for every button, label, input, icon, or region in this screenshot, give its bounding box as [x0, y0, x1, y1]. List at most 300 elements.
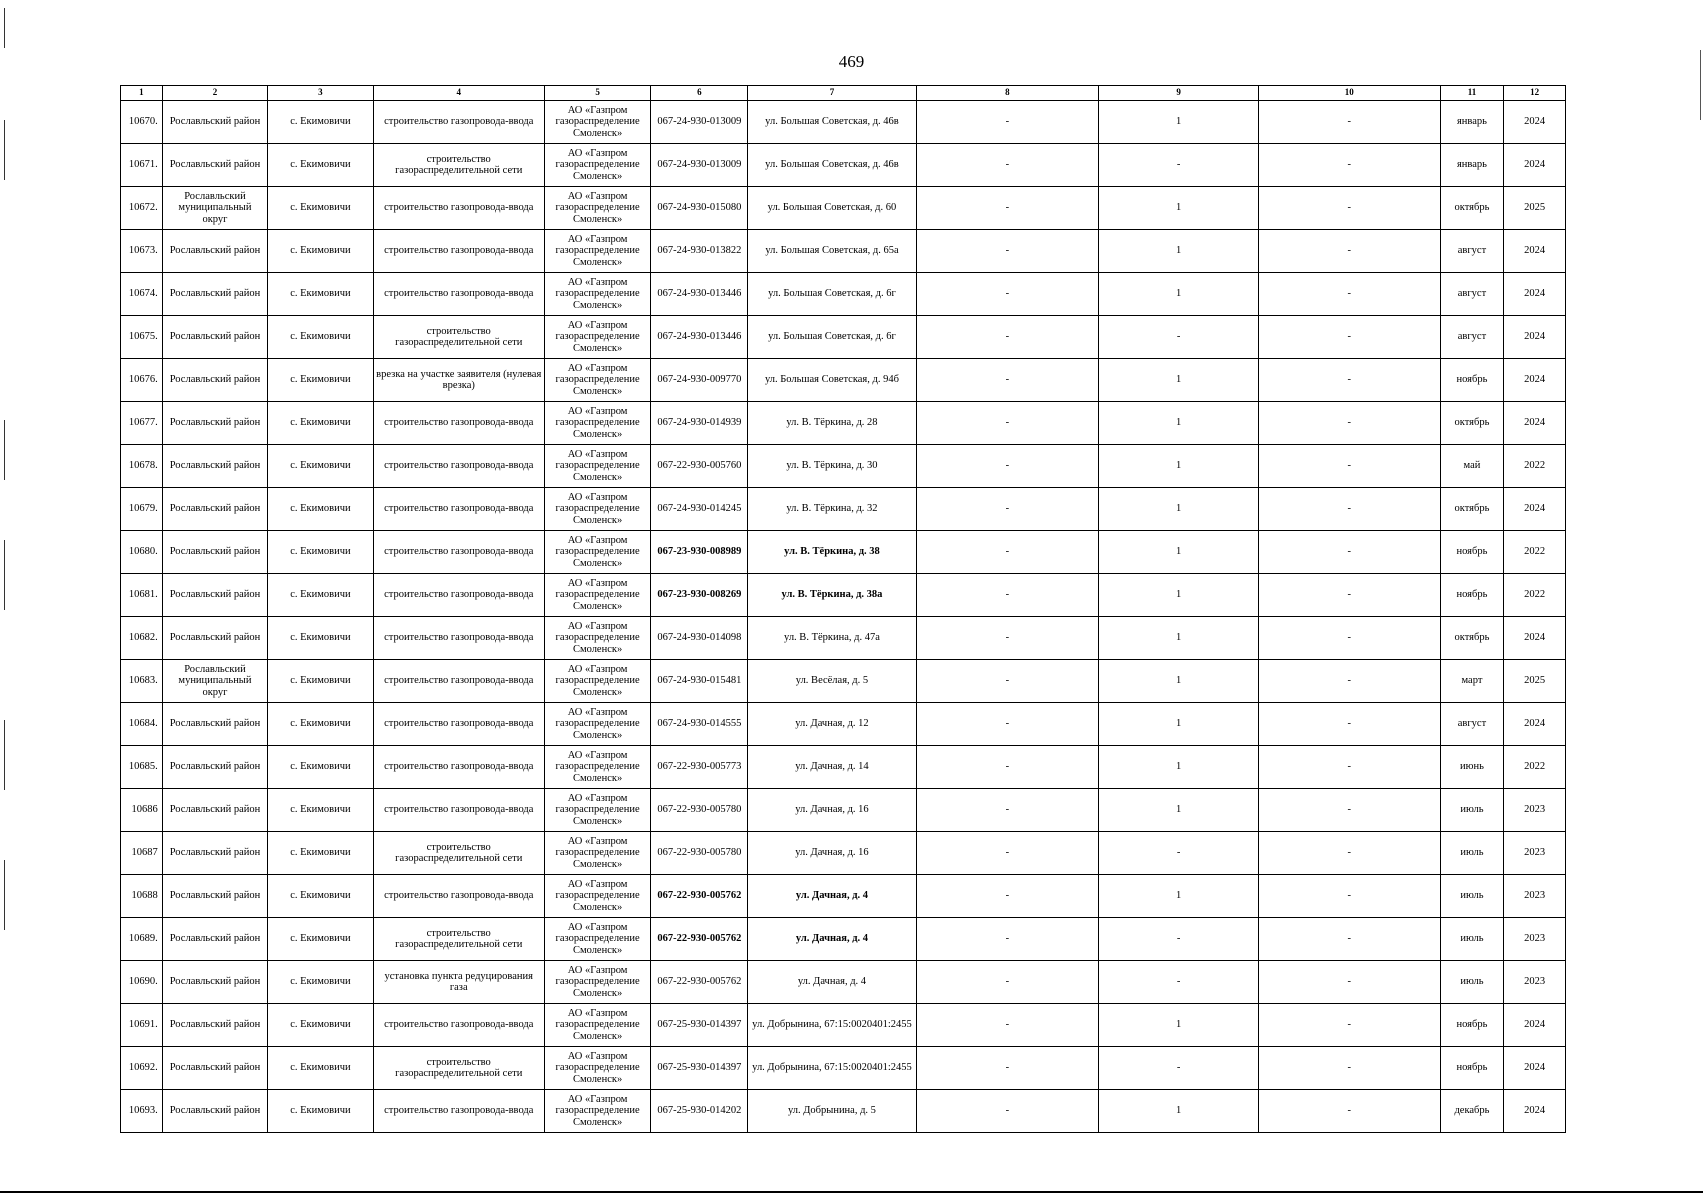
district-cell: Рославльский район [162, 961, 267, 1004]
month-cell: ноябрь [1440, 574, 1504, 617]
col-9-value-cell: 1 [1099, 531, 1259, 574]
month-cell: июль [1440, 789, 1504, 832]
col-10-value-cell: - [1258, 703, 1440, 746]
month-cell: июнь [1440, 746, 1504, 789]
address-cell: ул. В. Тёркина, д. 38 [748, 531, 916, 574]
row-number-cell: 10689. [121, 918, 163, 961]
organization-cell: АО «Газпром газораспределение Смоленск» [544, 918, 650, 961]
scan-edge-mark [4, 860, 5, 930]
address-cell: ул. Большая Советская, д. 94б [748, 359, 916, 402]
col-8-value-cell: - [916, 445, 1099, 488]
work-type-cell: строительство газопровода-ввода [373, 703, 544, 746]
month-cell: август [1440, 703, 1504, 746]
district-cell: Рославльский район [162, 531, 267, 574]
address-cell: ул. В. Тёркина, д. 28 [748, 402, 916, 445]
year-cell: 2022 [1504, 531, 1566, 574]
year-cell: 2024 [1504, 703, 1566, 746]
col-8-value-cell: - [916, 1047, 1099, 1090]
col-8-value-cell: - [916, 1090, 1099, 1133]
month-cell: ноябрь [1440, 1004, 1504, 1047]
row-number-cell: 10680. [121, 531, 163, 574]
year-cell: 2023 [1504, 789, 1566, 832]
month-cell: октябрь [1440, 187, 1504, 230]
application-number-cell: 067-24-930-014245 [651, 488, 748, 531]
application-number-cell: 067-24-930-013009 [651, 101, 748, 144]
col-9-value-cell: 1 [1099, 101, 1259, 144]
col-10-value-cell: - [1258, 660, 1440, 703]
district-cell: Рославльский район [162, 273, 267, 316]
district-cell: Рославльский район [162, 703, 267, 746]
col-10-value-cell: - [1258, 144, 1440, 187]
col-8-value-cell: - [916, 789, 1099, 832]
year-cell: 2022 [1504, 445, 1566, 488]
column-header-12: 12 [1504, 86, 1566, 101]
year-cell: 2023 [1504, 918, 1566, 961]
organization-cell: АО «Газпром газораспределение Смоленск» [544, 832, 650, 875]
year-cell: 2024 [1504, 488, 1566, 531]
col-8-value-cell: - [916, 832, 1099, 875]
table-row [121, 1047, 1566, 1090]
settlement-cell: с. Екимовичи [268, 144, 373, 187]
month-cell: март [1440, 660, 1504, 703]
table-row [121, 273, 1566, 316]
application-number-cell: 067-23-930-008269 [651, 574, 748, 617]
year-cell: 2023 [1504, 875, 1566, 918]
year-cell: 2022 [1504, 746, 1566, 789]
month-cell: август [1440, 316, 1504, 359]
scan-edge-mark [4, 420, 5, 480]
application-number-cell: 067-24-930-013446 [651, 316, 748, 359]
year-cell: 2024 [1504, 144, 1566, 187]
table-row [121, 1090, 1566, 1133]
organization-cell: АО «Газпром газораспределение Смоленск» [544, 703, 650, 746]
row-number-cell: 10692. [121, 1047, 163, 1090]
col-9-value-cell: 1 [1099, 574, 1259, 617]
column-header-2: 2 [162, 86, 267, 101]
table-row [121, 961, 1566, 1004]
organization-cell: АО «Газпром газораспределение Смоленск» [544, 273, 650, 316]
col-9-value-cell: 1 [1099, 230, 1259, 273]
settlement-cell: с. Екимовичи [268, 703, 373, 746]
settlement-cell: с. Екимовичи [268, 789, 373, 832]
settlement-cell: с. Екимовичи [268, 961, 373, 1004]
row-number-cell: 10670. [121, 101, 163, 144]
column-header-8: 8 [916, 86, 1099, 101]
row-number-cell: 10687 [121, 832, 163, 875]
district-cell: Рославльский район [162, 359, 267, 402]
column-header-1: 1 [121, 86, 163, 101]
year-cell: 2024 [1504, 316, 1566, 359]
settlement-cell: с. Екимовичи [268, 273, 373, 316]
address-cell: ул. Большая Советская, д. 65а [748, 230, 916, 273]
address-cell: ул. Добрынина, 67:15:0020401:2455 [748, 1047, 916, 1090]
settlement-cell: с. Екимовичи [268, 660, 373, 703]
district-cell: Рославльский район [162, 316, 267, 359]
application-number-cell: 067-22-930-005780 [651, 832, 748, 875]
col-9-value-cell: 1 [1099, 1090, 1259, 1133]
application-number-cell: 067-25-930-014202 [651, 1090, 748, 1133]
year-cell: 2024 [1504, 1004, 1566, 1047]
district-cell: Рославльский район [162, 101, 267, 144]
work-type-cell: строительство газопровода-ввода [373, 187, 544, 230]
col-10-value-cell: - [1258, 402, 1440, 445]
application-number-cell: 067-22-930-005773 [651, 746, 748, 789]
year-cell: 2024 [1504, 617, 1566, 660]
organization-cell: АО «Газпром газораспределение Смоленск» [544, 531, 650, 574]
organization-cell: АО «Газпром газораспределение Смоленск» [544, 402, 650, 445]
settlement-cell: с. Екимовичи [268, 445, 373, 488]
work-type-cell: строительство газораспределительной сети [373, 144, 544, 187]
address-cell: ул. Дачная, д. 12 [748, 703, 916, 746]
col-10-value-cell: - [1258, 488, 1440, 531]
organization-cell: АО «Газпром газораспределение Смоленск» [544, 1004, 650, 1047]
col-10-value-cell: - [1258, 875, 1440, 918]
application-number-cell: 067-22-930-005760 [651, 445, 748, 488]
district-cell: Рославльский район [162, 789, 267, 832]
row-number-cell: 10677. [121, 402, 163, 445]
col-8-value-cell: - [916, 918, 1099, 961]
district-cell: Рославльский муниципальный округ [162, 660, 267, 703]
work-type-cell: врезка на участке заявителя (нулевая врезка) [373, 359, 544, 402]
month-cell: январь [1440, 101, 1504, 144]
work-type-cell: строительство газопровода-ввода [373, 746, 544, 789]
row-number-cell: 10690. [121, 961, 163, 1004]
month-cell: январь [1440, 144, 1504, 187]
settlement-cell: с. Екимовичи [268, 402, 373, 445]
district-cell: Рославльский район [162, 230, 267, 273]
col-10-value-cell: - [1258, 574, 1440, 617]
district-cell: Рославльский район [162, 574, 267, 617]
settlement-cell: с. Екимовичи [268, 875, 373, 918]
table-row [121, 875, 1566, 918]
col-10-value-cell: - [1258, 918, 1440, 961]
month-cell: октябрь [1440, 488, 1504, 531]
row-number-cell: 10678. [121, 445, 163, 488]
organization-cell: АО «Газпром газораспределение Смоленск» [544, 1090, 650, 1133]
table-row [121, 746, 1566, 789]
settlement-cell: с. Екимовичи [268, 574, 373, 617]
application-number-cell: 067-22-930-005762 [651, 961, 748, 1004]
work-type-cell: строительство газопровода-ввода [373, 230, 544, 273]
work-type-cell: строительство газопровода-ввода [373, 1004, 544, 1047]
column-header-5: 5 [544, 86, 650, 101]
year-cell: 2024 [1504, 359, 1566, 402]
table-row [121, 531, 1566, 574]
address-cell: ул. Большая Советская, д. 46в [748, 144, 916, 187]
col-10-value-cell: - [1258, 101, 1440, 144]
application-number-cell: 067-24-930-014555 [651, 703, 748, 746]
district-cell: Рославльский район [162, 746, 267, 789]
address-cell: ул. Большая Советская, д. 6г [748, 273, 916, 316]
row-number-cell: 10684. [121, 703, 163, 746]
settlement-cell: с. Екимовичи [268, 1047, 373, 1090]
col-9-value-cell: 1 [1099, 402, 1259, 445]
address-cell: ул. Дачная, д. 16 [748, 832, 916, 875]
row-number-cell: 10674. [121, 273, 163, 316]
month-cell: октябрь [1440, 402, 1504, 445]
col-10-value-cell: - [1258, 746, 1440, 789]
month-cell: июль [1440, 918, 1504, 961]
application-number-cell: 067-24-930-013009 [651, 144, 748, 187]
settlement-cell: с. Екимовичи [268, 918, 373, 961]
table-row [121, 1004, 1566, 1047]
district-cell: Рославльский район [162, 488, 267, 531]
application-number-cell: 067-24-930-014098 [651, 617, 748, 660]
col-10-value-cell: - [1258, 961, 1440, 1004]
organization-cell: АО «Газпром газораспределение Смоленск» [544, 875, 650, 918]
month-cell: декабрь [1440, 1090, 1504, 1133]
year-cell: 2022 [1504, 574, 1566, 617]
district-cell: Рославльский район [162, 832, 267, 875]
organization-cell: АО «Газпром газораспределение Смоленск» [544, 445, 650, 488]
address-cell: ул. Дачная, д. 16 [748, 789, 916, 832]
col-8-value-cell: - [916, 230, 1099, 273]
col-10-value-cell: - [1258, 789, 1440, 832]
column-header-6: 6 [651, 86, 748, 101]
application-number-cell: 067-22-930-005762 [651, 875, 748, 918]
application-number-cell: 067-25-930-014397 [651, 1004, 748, 1047]
col-10-value-cell: - [1258, 832, 1440, 875]
work-type-cell: строительство газораспределительной сети [373, 832, 544, 875]
year-cell: 2025 [1504, 660, 1566, 703]
settlement-cell: с. Екимовичи [268, 316, 373, 359]
col-10-value-cell: - [1258, 1004, 1440, 1047]
row-number-cell: 10688 [121, 875, 163, 918]
district-cell: Рославльский район [162, 1047, 267, 1090]
table-row [121, 918, 1566, 961]
table-row [121, 574, 1566, 617]
address-cell: ул. Большая Советская, д. 46в [748, 101, 916, 144]
row-number-cell: 10685. [121, 746, 163, 789]
col-9-value-cell: 1 [1099, 1004, 1259, 1047]
table-row [121, 445, 1566, 488]
application-number-cell: 067-22-930-005762 [651, 918, 748, 961]
month-cell: ноябрь [1440, 531, 1504, 574]
column-header-10: 10 [1258, 86, 1440, 101]
district-cell: Рославльский район [162, 1004, 267, 1047]
work-type-cell: строительство газопровода-ввода [373, 617, 544, 660]
col-10-value-cell: - [1258, 531, 1440, 574]
col-9-value-cell: 1 [1099, 789, 1259, 832]
application-number-cell: 067-25-930-014397 [651, 1047, 748, 1090]
col-9-value-cell: - [1099, 1047, 1259, 1090]
work-type-cell: строительство газопровода-ввода [373, 531, 544, 574]
table-row [121, 187, 1566, 230]
month-cell: июль [1440, 832, 1504, 875]
col-8-value-cell: - [916, 144, 1099, 187]
year-cell: 2023 [1504, 961, 1566, 1004]
table-row [121, 617, 1566, 660]
district-cell: Рославльский район [162, 617, 267, 660]
address-cell: ул. Дачная, д. 14 [748, 746, 916, 789]
table-row [121, 660, 1566, 703]
application-number-cell: 067-24-930-015080 [651, 187, 748, 230]
application-number-cell: 067-24-930-013822 [651, 230, 748, 273]
col-9-value-cell: 1 [1099, 617, 1259, 660]
year-cell: 2024 [1504, 273, 1566, 316]
column-header-7: 7 [748, 86, 916, 101]
col-8-value-cell: - [916, 574, 1099, 617]
application-number-cell: 067-24-930-013446 [651, 273, 748, 316]
col-10-value-cell: - [1258, 445, 1440, 488]
year-cell: 2023 [1504, 832, 1566, 875]
col-8-value-cell: - [916, 531, 1099, 574]
month-cell: июль [1440, 961, 1504, 1004]
month-cell: май [1440, 445, 1504, 488]
organization-cell: АО «Газпром газораспределение Смоленск» [544, 316, 650, 359]
year-cell: 2024 [1504, 101, 1566, 144]
organization-cell: АО «Газпром газораспределение Смоленск» [544, 187, 650, 230]
settlement-cell: с. Екимовичи [268, 230, 373, 273]
col-8-value-cell: - [916, 1004, 1099, 1047]
settlement-cell: с. Екимовичи [268, 101, 373, 144]
row-number-cell: 10676. [121, 359, 163, 402]
address-cell: ул. В. Тёркина, д. 30 [748, 445, 916, 488]
scan-edge-mark [4, 540, 5, 610]
col-9-value-cell: 1 [1099, 660, 1259, 703]
work-type-cell: установка пункта редуцирования газа [373, 961, 544, 1004]
col-8-value-cell: - [916, 359, 1099, 402]
col-10-value-cell: - [1258, 617, 1440, 660]
row-number-cell: 10683. [121, 660, 163, 703]
year-cell: 2024 [1504, 230, 1566, 273]
col-9-value-cell: 1 [1099, 359, 1259, 402]
work-type-cell: строительство газопровода-ввода [373, 445, 544, 488]
organization-cell: АО «Газпром газораспределение Смоленск» [544, 488, 650, 531]
row-number-cell: 10681. [121, 574, 163, 617]
row-number-cell: 10693. [121, 1090, 163, 1133]
col-9-value-cell: 1 [1099, 187, 1259, 230]
work-type-cell: строительство газопровода-ввода [373, 875, 544, 918]
scan-edge-mark [4, 720, 5, 790]
registry-table [120, 85, 1566, 1133]
column-header-4: 4 [373, 86, 544, 101]
col-9-value-cell: - [1099, 144, 1259, 187]
settlement-cell: с. Екимовичи [268, 187, 373, 230]
address-cell: ул. Добрынина, д. 5 [748, 1090, 916, 1133]
address-cell: ул. В. Тёркина, д. 32 [748, 488, 916, 531]
organization-cell: АО «Газпром газораспределение Смоленск» [544, 660, 650, 703]
col-8-value-cell: - [916, 660, 1099, 703]
month-cell: ноябрь [1440, 1047, 1504, 1090]
organization-cell: АО «Газпром газораспределение Смоленск» [544, 1047, 650, 1090]
row-number-cell: 10673. [121, 230, 163, 273]
year-cell: 2025 [1504, 187, 1566, 230]
district-cell: Рославльский район [162, 144, 267, 187]
district-cell: Рославльский район [162, 445, 267, 488]
settlement-cell: с. Екимовичи [268, 488, 373, 531]
table-row [121, 144, 1566, 187]
month-cell: август [1440, 273, 1504, 316]
col-9-value-cell: - [1099, 961, 1259, 1004]
work-type-cell: строительство газораспределительной сети [373, 918, 544, 961]
organization-cell: АО «Газпром газораспределение Смоленск» [544, 359, 650, 402]
month-cell: июль [1440, 875, 1504, 918]
month-cell: октябрь [1440, 617, 1504, 660]
district-cell: Рославльский район [162, 918, 267, 961]
application-number-cell: 067-23-930-008989 [651, 531, 748, 574]
col-10-value-cell: - [1258, 359, 1440, 402]
month-cell: ноябрь [1440, 359, 1504, 402]
settlement-cell: с. Екимовичи [268, 832, 373, 875]
table-row [121, 703, 1566, 746]
address-cell: ул. Большая Советская, д. 60 [748, 187, 916, 230]
address-cell: ул. В. Тёркина, д. 47а [748, 617, 916, 660]
application-number-cell: 067-24-930-015481 [651, 660, 748, 703]
settlement-cell: с. Екимовичи [268, 359, 373, 402]
table-row [121, 488, 1566, 531]
work-type-cell: строительство газопровода-ввода [373, 574, 544, 617]
table-row [121, 230, 1566, 273]
work-type-cell: строительство газораспределительной сети [373, 1047, 544, 1090]
address-cell: ул. Дачная, д. 4 [748, 918, 916, 961]
col-9-value-cell: 1 [1099, 875, 1259, 918]
col-8-value-cell: - [916, 875, 1099, 918]
work-type-cell: строительство газопровода-ввода [373, 488, 544, 531]
table-row [121, 316, 1566, 359]
organization-cell: АО «Газпром газораспределение Смоленск» [544, 230, 650, 273]
application-number-cell: 067-24-930-009770 [651, 359, 748, 402]
organization-cell: АО «Газпром газораспределение Смоленск» [544, 789, 650, 832]
col-10-value-cell: - [1258, 316, 1440, 359]
table-row [121, 359, 1566, 402]
work-type-cell: строительство газопровода-ввода [373, 789, 544, 832]
year-cell: 2024 [1504, 1047, 1566, 1090]
row-number-cell: 10686 [121, 789, 163, 832]
col-9-value-cell: 1 [1099, 488, 1259, 531]
column-header-11: 11 [1440, 86, 1504, 101]
bottom-rule [0, 1191, 1703, 1193]
col-8-value-cell: - [916, 488, 1099, 531]
year-cell: 2024 [1504, 402, 1566, 445]
month-cell: август [1440, 230, 1504, 273]
address-cell: ул. Весёлая, д. 5 [748, 660, 916, 703]
district-cell: Рославльский муниципальный округ [162, 187, 267, 230]
col-9-value-cell: 1 [1099, 746, 1259, 789]
organization-cell: АО «Газпром газораспределение Смоленск» [544, 617, 650, 660]
col-10-value-cell: - [1258, 1090, 1440, 1133]
address-cell: ул. Добрынина, 67:15:0020401:2455 [748, 1004, 916, 1047]
col-9-value-cell: 1 [1099, 703, 1259, 746]
col-10-value-cell: - [1258, 1047, 1440, 1090]
col-10-value-cell: - [1258, 230, 1440, 273]
scan-edge-mark [4, 8, 5, 48]
table-body [121, 101, 1566, 1133]
address-cell: ул. Дачная, д. 4 [748, 875, 916, 918]
column-header-9: 9 [1099, 86, 1259, 101]
district-cell: Рославльский район [162, 1090, 267, 1133]
column-header-3: 3 [268, 86, 373, 101]
col-8-value-cell: - [916, 961, 1099, 1004]
organization-cell: АО «Газпром газораспределение Смоленск» [544, 101, 650, 144]
settlement-cell: с. Екимовичи [268, 746, 373, 789]
address-cell: ул. В. Тёркина, д. 38а [748, 574, 916, 617]
settlement-cell: с. Екимовичи [268, 1004, 373, 1047]
address-cell: ул. Большая Советская, д. 6г [748, 316, 916, 359]
table-row [121, 789, 1566, 832]
year-cell: 2024 [1504, 1090, 1566, 1133]
work-type-cell: строительство газопровода-ввода [373, 660, 544, 703]
col-8-value-cell: - [916, 316, 1099, 359]
work-type-cell: строительство газораспределительной сети [373, 316, 544, 359]
col-8-value-cell: - [916, 746, 1099, 789]
table-row [121, 832, 1566, 875]
work-type-cell: строительство газопровода-ввода [373, 402, 544, 445]
table-row [121, 402, 1566, 445]
col-8-value-cell: - [916, 273, 1099, 316]
organization-cell: АО «Газпром газораспределение Смоленск» [544, 574, 650, 617]
organization-cell: АО «Газпром газораспределение Смоленск» [544, 144, 650, 187]
